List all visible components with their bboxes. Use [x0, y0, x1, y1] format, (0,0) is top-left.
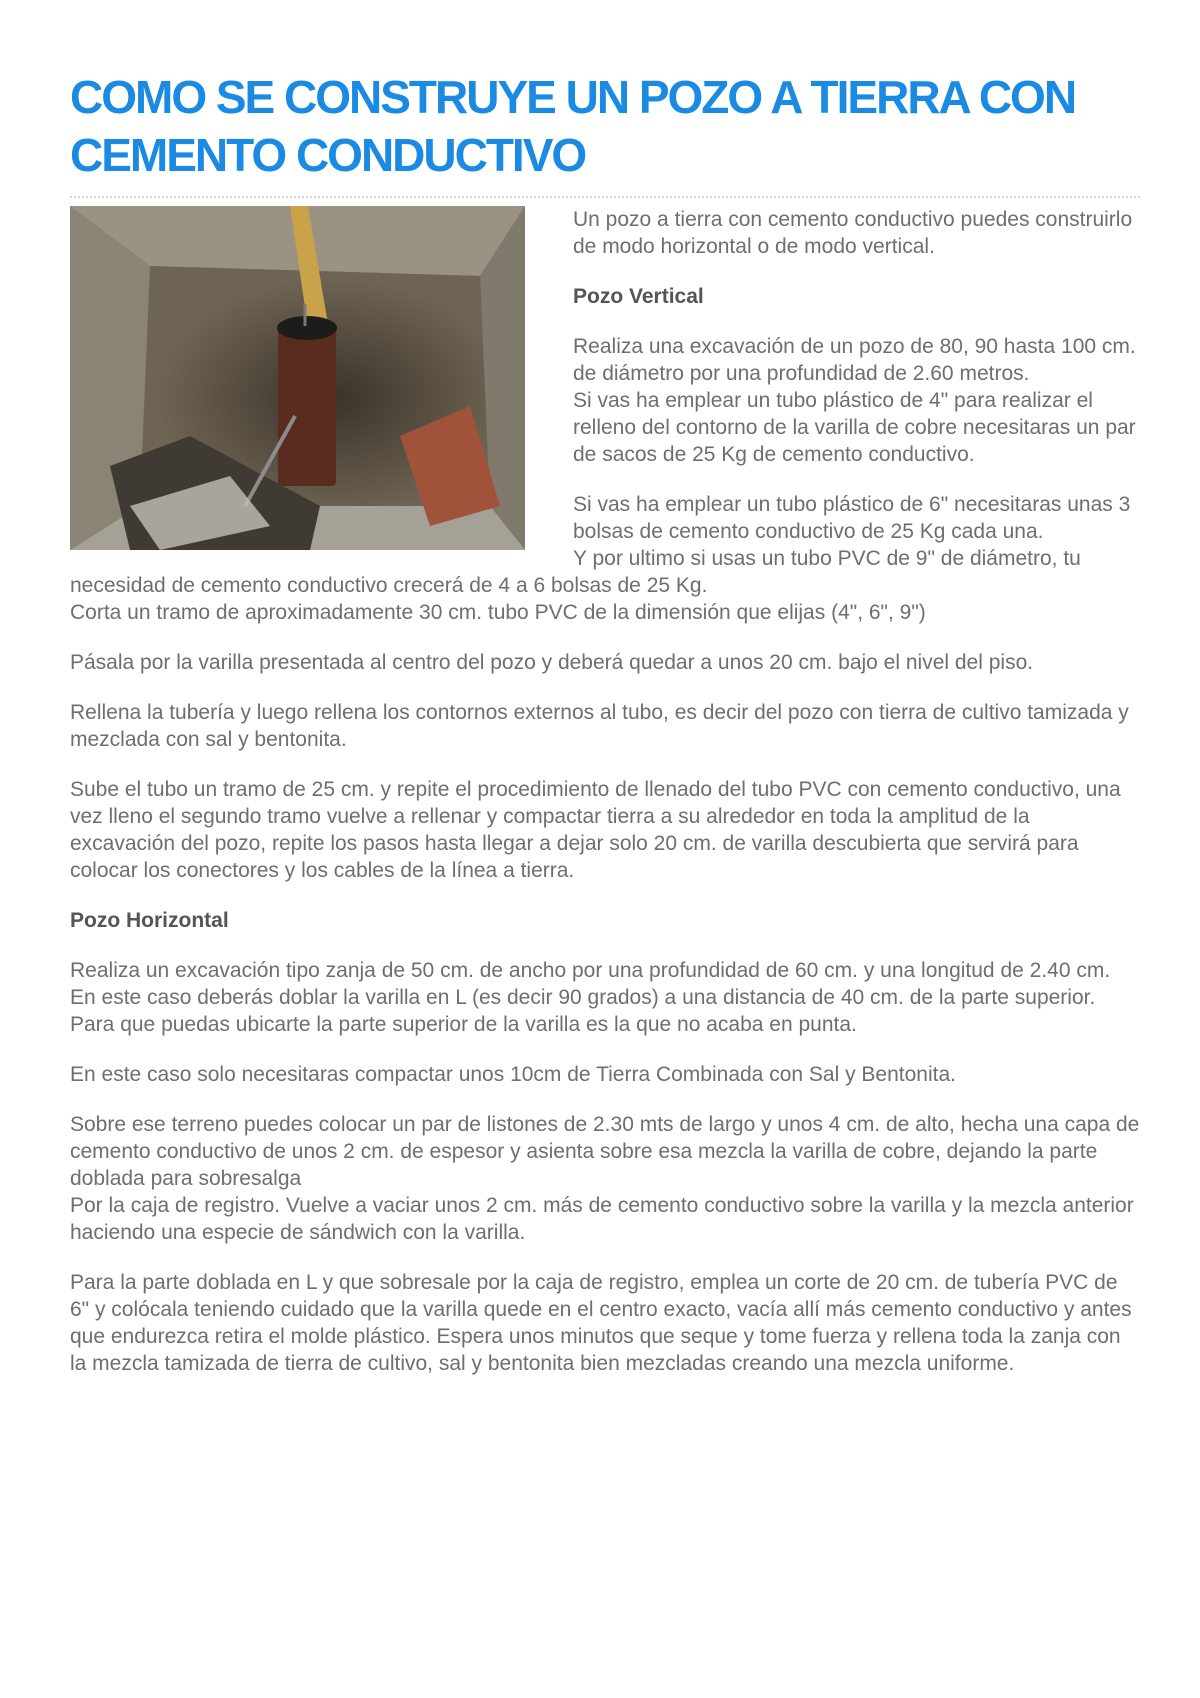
text-line: Corta un tramo de aproximadamente 30 cm. tubo PVC de la dimensión que elijas (4", 6", 9") — [70, 601, 926, 624]
text-line: En este caso deberás doblar la varilla en L (es decir 90 grados) a una distancia de 40 cm. de la parte superior. — [70, 986, 1096, 1009]
text-line: Si vas ha emplear un tubo plástico de 4" para realizar el relleno del contorno de la varilla de cobre necesitaras un par de sacos de 25 Kg de cemento conductivo. — [573, 389, 1136, 466]
well-excavation-photo — [70, 206, 525, 550]
vertical-paragraph-3: Pásala por la varilla presentada al centro del pozo y deberá quedar a unos 20 cm. bajo el nivel del piso. — [70, 651, 1034, 674]
horizontal-paragraph-2: En este caso solo necesitaras compactar unos 10cm de Tierra Combinada con Sal y Bentonita. — [70, 1063, 956, 1086]
title-divider — [70, 196, 1140, 198]
section-heading-horizontal: Pozo Horizontal — [70, 909, 229, 932]
page-title: COMO SE CONSTRUYE UN POZO A TIERRA CON CEMENTO CONDUCTIVO — [70, 71, 1076, 181]
document-page — [70, 68, 1140, 1400]
text-line: Para que puedas ubicarte la parte superior de la varilla es la que no acaba en punta. — [70, 1013, 857, 1036]
section-heading-vertical: Pozo Vertical — [573, 285, 704, 308]
horizontal-paragraph-4: Para la parte doblada en L y que sobresale por la caja de registro, emplea un corte de 20 cm. de tubería PVC de 6" y colócala teniendo cuidado que la varilla quede en el centro exacto, vacía allí más cemento conductivo y antes que endurezca retira el molde plástico. Espera unos minutos que seque y tome fuerza y rellena toda la zanja con la mezcla tamizada de tierra de cultivo, sal y bentonita bien mezcladas creando una mezcla uniforme. — [70, 1271, 1132, 1375]
vertical-paragraph-4: Rellena la tubería y luego rellena los contornos externos al tubo, es decir del pozo con tierra de cultivo tamizada y mezclada con sal y bentonita. — [70, 701, 1129, 751]
text-line: Sobre ese terreno puedes colocar un par de listones de 2.30 mts de largo y unos 4 cm. de alto, hecha una capa de cemento conductivo de unos 2 cm. de espesor y asienta sobre esa mezcla la varilla de cobre, dejando la parte doblada para sobresalga — [70, 1113, 1140, 1190]
text-line: Por la caja de registro. Vuelve a vaciar unos 2 cm. más de cemento conductivo sobre la varilla y la mezcla anterior haciendo una especie de sándwich con la varilla. — [70, 1194, 1134, 1244]
intro-paragraph: Un pozo a tierra con cemento conductivo puedes construirlo de modo horizontal o de modo vertical. — [573, 208, 1133, 258]
horizontal-paragraph-1 — [70, 957, 1140, 1038]
text-line: Y por ultimo si usas un tubo PVC de 9" de diámetro, tu necesidad de cemento conductivo crecerá de 4 a 6 bolsas de 25 Kg. — [70, 547, 1081, 597]
text-line: Realiza un excavación tipo zanja de 50 cm. de ancho por una profundidad de 60 cm. y una longitud de 2.40 cm. — [70, 959, 1111, 982]
vertical-paragraph-5: Sube el tubo un tramo de 25 cm. y repite el procedimiento de llenado del tubo PVC con cemento conductivo, una vez lleno el segundo tramo vuelve a rellenar y compactar tierra a su alrededor en toda la amplitud de la excavación del pozo, repite los pasos hasta llegar a dejar solo 20 cm. de varilla descubierta que servirá para colocar los conectores y los cables de la línea a tierra. — [70, 778, 1121, 882]
text-line: Si vas ha emplear un tubo plástico de 6" necesitaras unas 3 bolsas de cemento conductivo de 25 Kg cada una. — [573, 493, 1131, 543]
text-line: Realiza una excavación de un pozo de 80, 90 hasta 100 cm. de diámetro por una profundidad de 2.60 metros. — [573, 335, 1136, 385]
horizontal-paragraph-3 — [70, 1111, 1140, 1246]
